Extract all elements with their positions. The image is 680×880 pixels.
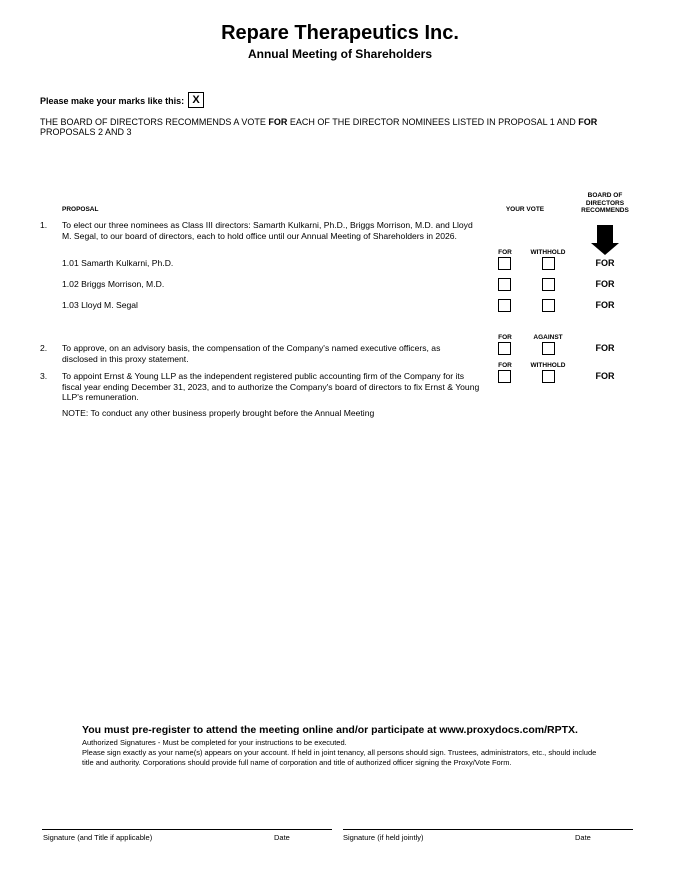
joint-signature-line[interactable] xyxy=(343,829,633,830)
proposal-number: 2. xyxy=(40,343,48,353)
joint-signature-label: Signature (if held jointly) xyxy=(343,833,424,842)
for-checkbox[interactable] xyxy=(498,342,511,355)
signature-line[interactable] xyxy=(42,829,332,830)
meeting-subtitle: Annual Meeting of Shareholders xyxy=(247,47,433,61)
board-rec-value: FOR xyxy=(595,343,615,353)
rec-text-2: EACH OF THE DIRECTOR NOMINEES LISTED IN PROPOSAL 1 AND xyxy=(287,117,579,127)
company-title: Repare Therapeutics Inc. xyxy=(221,22,459,44)
signing-instructions: Please sign exactly as your name(s) appears on your account. If held in joint tenancy, all persons should sign. Trustees, administrators, etc., should include title and authority. Corporations should provide full name of corporation and title of authorized officer signing the Proxy/Vote Form. xyxy=(82,748,597,767)
rec-for-2: FOR xyxy=(578,117,598,127)
vote-option-label: WITHHOLD xyxy=(530,249,566,256)
rec-text-1: THE BOARD OF DIRECTORS RECOMMENDS A VOTE xyxy=(40,117,269,127)
board-rec-value: FOR xyxy=(595,371,615,381)
rec-for-1: FOR xyxy=(268,117,288,127)
your-vote-column-header: YOUR VOTE xyxy=(505,206,545,213)
down-arrow-icon xyxy=(591,225,619,255)
withhold-checkbox[interactable] xyxy=(542,299,555,312)
nominee-label: 1.02 Briggs Morrison, M.D. xyxy=(62,279,165,289)
withhold-checkbox[interactable] xyxy=(542,257,555,270)
withhold-checkbox[interactable] xyxy=(542,278,555,291)
authorized-signatures-note: Authorized Signatures - Must be completed for your instructions to be executed. xyxy=(82,738,347,747)
marks-instruction: Please make your marks like this: xyxy=(40,96,185,106)
proposal-text: To elect our three nominees as Class III directors: Samarth Kulkarni, Ph.D., Briggs Morrison, M.D. and Lloyd M. Segal, to our board of directors, each to hold office until our Annual Meeting of Shareholders in 2026. xyxy=(62,220,473,241)
withhold-checkbox[interactable] xyxy=(542,370,555,383)
proposal-text: To approve, on an advisory basis, the compensation of the Company's named executive officers, as disclosed in this proxy statement. xyxy=(62,343,441,364)
vote-option-label: AGAINST xyxy=(533,334,563,341)
board-rec-value: FOR xyxy=(595,300,615,310)
vote-option-label: FOR xyxy=(498,249,512,256)
nominee-label: 1.03 Lloyd M. Segal xyxy=(62,300,138,310)
for-checkbox[interactable] xyxy=(498,257,511,270)
for-checkbox[interactable] xyxy=(498,278,511,291)
proposal-number: 3. xyxy=(40,371,48,381)
vote-option-label: FOR xyxy=(498,362,512,369)
date-label: Date xyxy=(274,833,290,842)
against-checkbox[interactable] xyxy=(542,342,555,355)
other-business-note: NOTE: To conduct any other business properly brought before the Annual Meeting xyxy=(62,408,375,418)
proposal-column-header: PROPOSAL xyxy=(62,206,99,213)
signature-label: Signature (and Title if applicable) xyxy=(43,833,153,842)
board-rec-value: FOR xyxy=(595,279,615,289)
for-checkbox[interactable] xyxy=(498,370,511,383)
proposal-number: 1. xyxy=(40,220,48,230)
board-recommendation-statement xyxy=(40,117,640,137)
mark-example-box: X xyxy=(188,92,204,108)
vote-option-label: WITHHOLD xyxy=(530,362,566,369)
preregister-notice: You must pre-register to attend the meeting online and/or participate at www.proxydocs.com/RPTX. xyxy=(82,724,578,736)
rec-text-3: PROPOSALS 2 AND 3 xyxy=(40,127,132,137)
vote-option-label: FOR xyxy=(498,334,512,341)
board-recommends-column-header: BOARD OF DIRECTORS RECOMMENDS xyxy=(581,192,629,214)
for-checkbox[interactable] xyxy=(498,299,511,312)
board-rec-value: FOR xyxy=(595,258,615,268)
date-label: Date xyxy=(575,833,591,842)
nominee-label: 1.01 Samarth Kulkarni, Ph.D. xyxy=(62,258,174,268)
proposal-text: To appoint Ernst & Young LLP as the independent registered public accounting firm of the Company for its fiscal year ending December 31, 2023, and to authorize the Company's board of directors to fix Ernst & Young LLP's remuneration. xyxy=(62,371,480,402)
